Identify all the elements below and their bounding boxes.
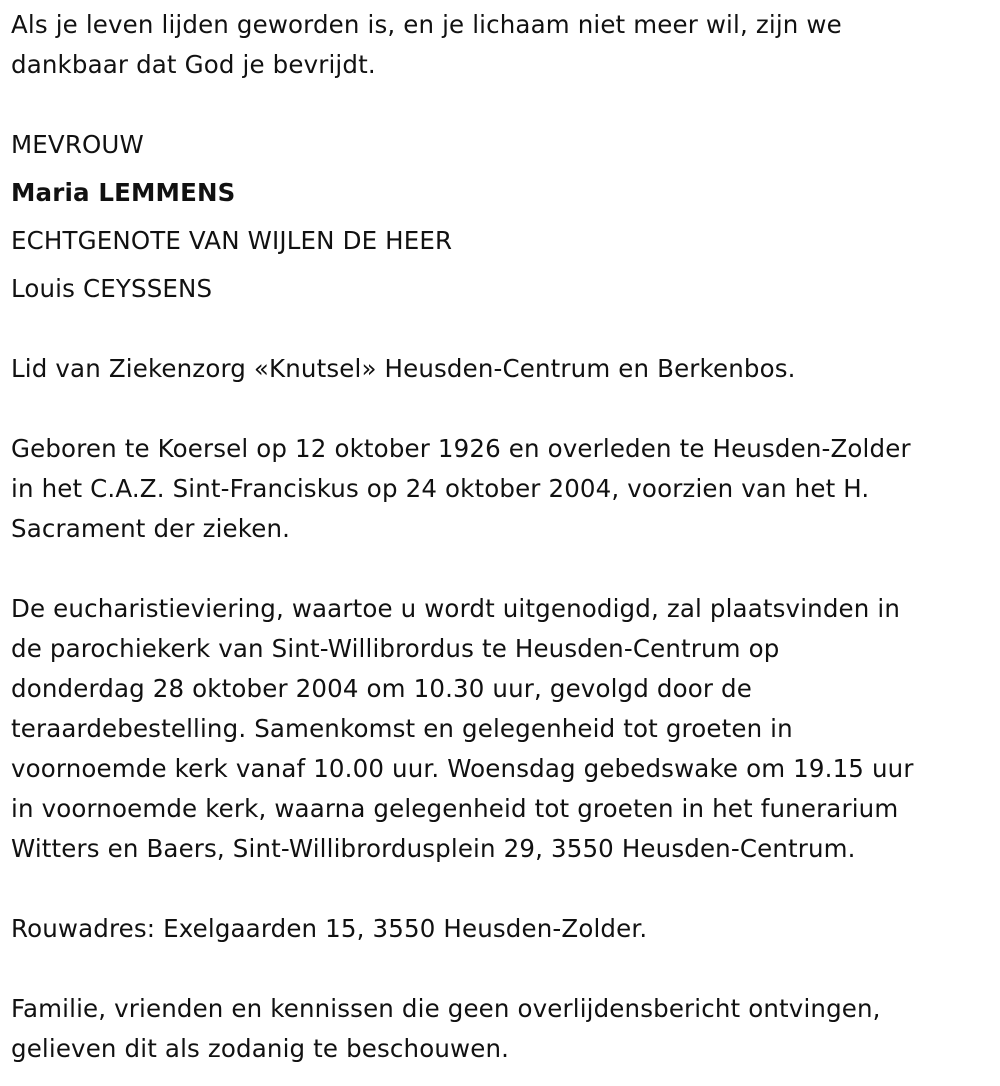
service-line: De eucharistieviering, waartoe u wordt uitgenodigd, zal plaatsvinden in bbox=[11, 594, 901, 623]
service-line: de parochiekerk van Sint-Willibrordus te Heusden-Centrum op bbox=[11, 634, 780, 663]
closing-paragraph bbox=[11, 989, 991, 1069]
service-line: Witters en Baers, Sint-Willibrordusplein 29, 3550 Heusden-Centrum. bbox=[11, 834, 856, 863]
honorific: MEVROUW bbox=[11, 130, 144, 159]
service-paragraph bbox=[11, 589, 991, 869]
birth-death-line: Geboren te Koersel op 12 oktober 1926 en overleden te Heusden-Zolder bbox=[11, 434, 911, 463]
spouse-name: Louis CEYSSENS bbox=[11, 274, 213, 303]
deceased-name: Maria LEMMENS bbox=[11, 178, 236, 207]
service-line: in voornoemde kerk, waarna gelegenheid tot groeten in het funerarium bbox=[11, 794, 899, 823]
closing-line: gelieven dit als zodanig te beschouwen. bbox=[11, 1034, 510, 1063]
service-line: teraardebestelling. Samenkomst en gelegenheid tot groeten in bbox=[11, 714, 793, 743]
intro-line: dankbaar dat God je bevrijdt. bbox=[11, 50, 376, 79]
relation-line: ECHTGENOTE VAN WIJLEN DE HEER bbox=[11, 226, 453, 255]
birth-death-paragraph bbox=[11, 429, 991, 549]
intro-line: Als je leven lijden geworden is, en je lichaam niet meer wil, zijn we bbox=[11, 10, 842, 39]
closing-line: Familie, vrienden en kennissen die geen overlijdensbericht ontvingen, bbox=[11, 994, 881, 1023]
birth-death-line: in het C.A.Z. Sint-Franciskus op 24 oktober 2004, voorzien van het H. bbox=[11, 474, 870, 503]
service-line: voornoemde kerk vanaf 10.00 uur. Woensdag gebedswake om 19.15 uur bbox=[11, 754, 914, 783]
membership-paragraph bbox=[11, 349, 991, 389]
address-line: Rouwadres: Exelgaarden 15, 3550 Heusden-Zolder. bbox=[11, 914, 648, 943]
address-paragraph bbox=[11, 909, 991, 949]
membership-line: Lid van Ziekenzorg «Knutsel» Heusden-Centrum en Berkenbos. bbox=[11, 354, 796, 383]
intro-paragraph bbox=[11, 5, 971, 85]
service-line: donderdag 28 oktober 2004 om 10.30 uur, gevolgd door de bbox=[11, 674, 752, 703]
birth-death-line: Sacrament der zieken. bbox=[11, 514, 291, 543]
